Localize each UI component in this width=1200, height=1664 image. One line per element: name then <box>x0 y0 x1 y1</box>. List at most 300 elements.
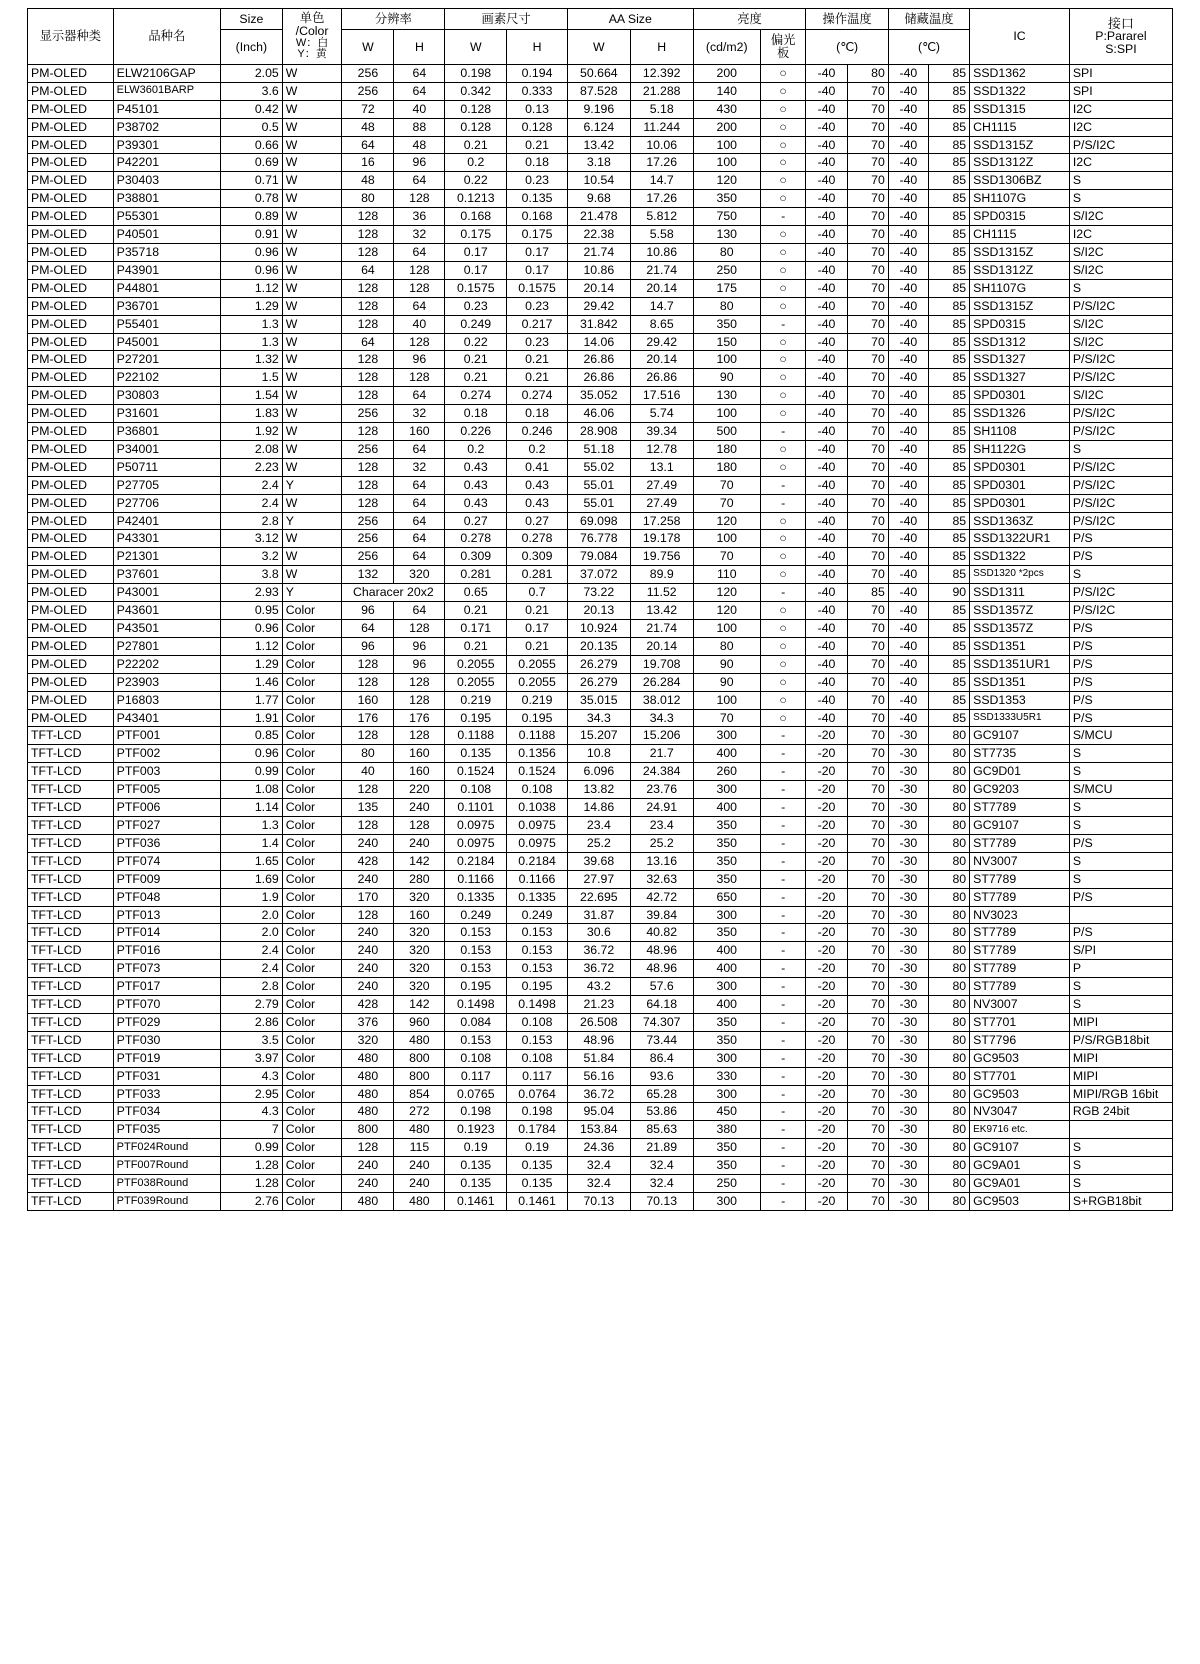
cell-model: P36801 <box>113 423 220 441</box>
cell-interface <box>1069 906 1172 924</box>
cell-kind: PM-OLED <box>28 530 114 548</box>
cell-pix-w: 0.1213 <box>445 190 507 208</box>
cell-model: PTF014 <box>113 924 220 942</box>
cell-op-temp-high: 70 <box>847 620 888 638</box>
col-header-resolution: 分辨率 <box>342 9 445 30</box>
cell-pix-h: 0.1356 <box>507 745 568 763</box>
cell-color: W <box>282 208 342 226</box>
cell-aa-w: 26.279 <box>567 673 630 691</box>
cell-aa-w: 76.778 <box>567 530 630 548</box>
cell-st-temp-high: 85 <box>928 566 969 584</box>
cell-polarizer: ○ <box>760 691 806 709</box>
cell-st-temp-low: -40 <box>888 512 928 530</box>
cell-polarizer: ○ <box>760 82 806 100</box>
cell-res-h: 96 <box>394 637 445 655</box>
cell-aa-h: 64.18 <box>630 996 693 1014</box>
cell-polarizer: - <box>760 799 806 817</box>
cell-aa-w: 23.4 <box>567 816 630 834</box>
table-row <box>28 709 1173 727</box>
cell-aa-h: 40.82 <box>630 924 693 942</box>
cell-interface <box>1069 1121 1172 1139</box>
cell-polarizer: ○ <box>760 709 806 727</box>
cell-size: 1.77 <box>220 691 282 709</box>
cell-interface: S <box>1069 763 1172 781</box>
cell-op-temp-high: 70 <box>847 637 888 655</box>
cell-op-temp-low: -20 <box>806 1139 847 1157</box>
cell-pix-h: 0.246 <box>507 423 568 441</box>
cell-aa-w: 34.3 <box>567 709 630 727</box>
cell-interface: P/S/I2C <box>1069 458 1172 476</box>
cell-op-temp-low: -20 <box>806 888 847 906</box>
cell-model: P45101 <box>113 100 220 118</box>
cell-res-h: 176 <box>394 709 445 727</box>
cell-st-temp-low: -40 <box>888 423 928 441</box>
cell-interface: P/S <box>1069 673 1172 691</box>
cell-aa-w: 21.478 <box>567 208 630 226</box>
cell-res-h: 128 <box>394 816 445 834</box>
cell-polarizer: - <box>760 1175 806 1193</box>
cell-interface: P/S/I2C <box>1069 369 1172 387</box>
cell-aa-w: 35.015 <box>567 691 630 709</box>
cell-pix-h: 0.153 <box>507 924 568 942</box>
cell-st-temp-high: 80 <box>928 1193 969 1211</box>
cell-st-temp-low: -40 <box>888 64 928 82</box>
cell-size: 1.46 <box>220 673 282 691</box>
cell-model: PTF074 <box>113 852 220 870</box>
cell-polarizer: ○ <box>760 100 806 118</box>
cell-polarizer: ○ <box>760 136 806 154</box>
cell-aa-h: 21.89 <box>630 1139 693 1157</box>
cell-res-h: 142 <box>394 996 445 1014</box>
cell-pix-h: 0.2 <box>507 440 568 458</box>
cell-res-h: 64 <box>394 512 445 530</box>
cell-st-temp-high: 80 <box>928 1049 969 1067</box>
cell-brightness: 100 <box>693 136 760 154</box>
cell-pix-h: 0.175 <box>507 226 568 244</box>
cell-size: 1.29 <box>220 297 282 315</box>
cell-model: P21301 <box>113 548 220 566</box>
cell-res-h: 115 <box>394 1139 445 1157</box>
cell-op-temp-high: 70 <box>847 405 888 423</box>
cell-st-temp-low: -30 <box>888 1139 928 1157</box>
cell-pix-h: 0.23 <box>507 333 568 351</box>
cell-op-temp-low: -20 <box>806 745 847 763</box>
cell-aa-h: 5.18 <box>630 100 693 118</box>
cell-op-temp-low: -40 <box>806 548 847 566</box>
cell-brightness: 400 <box>693 960 760 978</box>
cell-res-h: 64 <box>394 64 445 82</box>
cell-aa-h: 21.74 <box>630 620 693 638</box>
cell-kind: TFT-LCD <box>28 996 114 1014</box>
cell-color: W <box>282 315 342 333</box>
cell-polarizer: - <box>760 1013 806 1031</box>
cell-aa-h: 5.58 <box>630 226 693 244</box>
cell-kind: TFT-LCD <box>28 1193 114 1211</box>
cell-res-w: 128 <box>342 673 394 691</box>
cell-interface: S <box>1069 978 1172 996</box>
table-row <box>28 64 1173 82</box>
cell-res-h: 480 <box>394 1193 445 1211</box>
cell-st-temp-high: 85 <box>928 226 969 244</box>
cell-size: 0.78 <box>220 190 282 208</box>
cell-aa-h: 19.756 <box>630 548 693 566</box>
cell-st-temp-high: 85 <box>928 458 969 476</box>
cell-pix-w: 0.168 <box>445 208 507 226</box>
cell-color: W <box>282 440 342 458</box>
cell-ic: GC9503 <box>970 1193 1070 1211</box>
cell-res-w: 128 <box>342 1139 394 1157</box>
cell-brightness: 70 <box>693 494 760 512</box>
cell-size: 3.97 <box>220 1049 282 1067</box>
cell-polarizer: - <box>760 494 806 512</box>
cell-kind: PM-OLED <box>28 512 114 530</box>
cell-ic: SSD1312 <box>970 333 1070 351</box>
cell-brightness: 400 <box>693 996 760 1014</box>
cell-size: 3.5 <box>220 1031 282 1049</box>
cell-aa-h: 10.86 <box>630 243 693 261</box>
col-header-polarizer-line1: 偏光 <box>770 33 796 48</box>
cell-res-w: 128 <box>342 727 394 745</box>
cell-res-h: 128 <box>394 673 445 691</box>
table-row <box>28 530 1173 548</box>
cell-res-w: 128 <box>342 494 394 512</box>
cell-size: 1.54 <box>220 387 282 405</box>
cell-pix-h: 0.194 <box>507 64 568 82</box>
cell-model: PTF017 <box>113 978 220 996</box>
cell-op-temp-high: 70 <box>847 709 888 727</box>
cell-op-temp-low: -20 <box>806 834 847 852</box>
cell-op-temp-high: 70 <box>847 1031 888 1049</box>
cell-op-temp-low: -20 <box>806 781 847 799</box>
cell-op-temp-high: 70 <box>847 655 888 673</box>
cell-size: 0.99 <box>220 763 282 781</box>
cell-ic: SSD1311 <box>970 584 1070 602</box>
cell-aa-w: 31.842 <box>567 315 630 333</box>
cell-op-temp-high: 70 <box>847 1085 888 1103</box>
table-row <box>28 691 1173 709</box>
cell-brightness: 130 <box>693 226 760 244</box>
cell-brightness: 250 <box>693 261 760 279</box>
cell-ic: CH1115 <box>970 118 1070 136</box>
cell-aa-w: 9.196 <box>567 100 630 118</box>
cell-st-temp-high: 80 <box>928 1175 969 1193</box>
cell-pix-w: 0.1461 <box>445 1193 507 1211</box>
cell-res-w: 128 <box>342 369 394 387</box>
cell-polarizer: ○ <box>760 548 806 566</box>
table-row <box>28 1175 1173 1193</box>
cell-ic: GC9203 <box>970 781 1070 799</box>
cell-pix-h: 0.18 <box>507 154 568 172</box>
cell-ic: SPD0315 <box>970 208 1070 226</box>
cell-kind: TFT-LCD <box>28 1085 114 1103</box>
cell-interface: P/S <box>1069 924 1172 942</box>
cell-kind: PM-OLED <box>28 100 114 118</box>
cell-interface: P/S/I2C <box>1069 136 1172 154</box>
cell-polarizer: ○ <box>760 655 806 673</box>
cell-kind: PM-OLED <box>28 709 114 727</box>
col-header-res-h: H <box>394 30 445 65</box>
cell-op-temp-low: -40 <box>806 440 847 458</box>
cell-st-temp-high: 85 <box>928 530 969 548</box>
cell-interface: S <box>1069 190 1172 208</box>
cell-res-w: 240 <box>342 924 394 942</box>
cell-pix-h: 0.168 <box>507 208 568 226</box>
cell-st-temp-high: 80 <box>928 1157 969 1175</box>
cell-op-temp-high: 70 <box>847 440 888 458</box>
cell-color: Y <box>282 512 342 530</box>
cell-interface: P/S/I2C <box>1069 494 1172 512</box>
cell-aa-w: 36.72 <box>567 942 630 960</box>
cell-interface: P/S/I2C <box>1069 297 1172 315</box>
table-row <box>28 996 1173 1014</box>
cell-interface: P/S/I2C <box>1069 476 1172 494</box>
cell-pix-h: 0.281 <box>507 566 568 584</box>
cell-res-w: 128 <box>342 387 394 405</box>
cell-brightness: 150 <box>693 333 760 351</box>
cell-polarizer: - <box>760 870 806 888</box>
cell-model: PTF024Round <box>113 1139 220 1157</box>
col-header-color-line1: 单色 <box>299 11 325 25</box>
col-header-polarizer <box>760 30 806 65</box>
cell-op-temp-high: 70 <box>847 494 888 512</box>
cell-pix-w: 0.65 <box>445 584 507 602</box>
cell-pix-w: 0.281 <box>445 566 507 584</box>
cell-st-temp-high: 85 <box>928 548 969 566</box>
cell-ic: SSD1322UR1 <box>970 530 1070 548</box>
table-row <box>28 82 1173 100</box>
cell-polarizer: ○ <box>760 530 806 548</box>
cell-brightness: 180 <box>693 458 760 476</box>
cell-polarizer: - <box>760 745 806 763</box>
cell-aa-w: 55.01 <box>567 494 630 512</box>
cell-aa-w: 37.072 <box>567 566 630 584</box>
cell-model: P30403 <box>113 172 220 190</box>
cell-op-temp-low: -40 <box>806 136 847 154</box>
cell-op-temp-low: -20 <box>806 924 847 942</box>
cell-ic: SSD1351 <box>970 637 1070 655</box>
cell-interface: SPI <box>1069 82 1172 100</box>
cell-color: Color <box>282 852 342 870</box>
cell-ic: SH1122G <box>970 440 1070 458</box>
cell-brightness: 300 <box>693 1049 760 1067</box>
cell-aa-h: 34.3 <box>630 709 693 727</box>
cell-size: 1.12 <box>220 279 282 297</box>
table-row <box>28 924 1173 942</box>
cell-res-w: 16 <box>342 154 394 172</box>
cell-ic: ST7789 <box>970 888 1070 906</box>
col-header-interface-title: 接口 <box>1107 15 1134 31</box>
cell-pix-h: 0.43 <box>507 494 568 512</box>
cell-op-temp-high: 70 <box>847 458 888 476</box>
cell-size: 3.12 <box>220 530 282 548</box>
cell-color: W <box>282 351 342 369</box>
col-header-interface <box>1069 9 1172 65</box>
cell-ic: ST7789 <box>970 978 1070 996</box>
cell-model: P43501 <box>113 620 220 638</box>
cell-st-temp-low: -30 <box>888 763 928 781</box>
cell-res-w: 128 <box>342 351 394 369</box>
cell-kind: PM-OLED <box>28 190 114 208</box>
cell-aa-h: 19.178 <box>630 530 693 548</box>
cell-size: 1.9 <box>220 888 282 906</box>
cell-st-temp-low: -40 <box>888 333 928 351</box>
cell-polarizer: - <box>760 1067 806 1085</box>
cell-pix-w: 0.219 <box>445 691 507 709</box>
cell-st-temp-low: -40 <box>888 440 928 458</box>
cell-st-temp-low: -40 <box>888 351 928 369</box>
cell-kind: PM-OLED <box>28 243 114 261</box>
cell-res-w: 128 <box>342 279 394 297</box>
cell-polarizer: ○ <box>760 64 806 82</box>
cell-kind: TFT-LCD <box>28 960 114 978</box>
cell-color: Color <box>282 727 342 745</box>
cell-brightness: 130 <box>693 387 760 405</box>
cell-aa-w: 3.18 <box>567 154 630 172</box>
cell-kind: PM-OLED <box>28 261 114 279</box>
cell-polarizer: - <box>760 852 806 870</box>
cell-res-w: 96 <box>342 602 394 620</box>
cell-res-h: 220 <box>394 781 445 799</box>
cell-st-temp-low: -40 <box>888 118 928 136</box>
cell-aa-h: 13.16 <box>630 852 693 870</box>
cell-pix-w: 0.249 <box>445 906 507 924</box>
cell-pix-w: 0.0765 <box>445 1085 507 1103</box>
cell-size: 2.4 <box>220 960 282 978</box>
table-row <box>28 620 1173 638</box>
cell-op-temp-low: -20 <box>806 1157 847 1175</box>
cell-res-h: 320 <box>394 942 445 960</box>
cell-model: PTF006 <box>113 799 220 817</box>
table-row <box>28 315 1173 333</box>
cell-res-w: 256 <box>342 440 394 458</box>
cell-size: 0.96 <box>220 745 282 763</box>
cell-ic: SSD1315Z <box>970 243 1070 261</box>
cell-model: PTF031 <box>113 1067 220 1085</box>
cell-st-temp-high: 85 <box>928 208 969 226</box>
cell-pix-h: 0.13 <box>507 100 568 118</box>
cell-color: Color <box>282 637 342 655</box>
table-row <box>28 1121 1173 1139</box>
cell-pix-w: 0.249 <box>445 315 507 333</box>
table-row <box>28 781 1173 799</box>
col-header-brightness-unit: (cd/m2) <box>693 30 760 65</box>
cell-aa-w: 48.96 <box>567 1031 630 1049</box>
cell-model: PTF016 <box>113 942 220 960</box>
cell-polarizer: - <box>760 1157 806 1175</box>
cell-brightness: 350 <box>693 315 760 333</box>
cell-color: Color <box>282 745 342 763</box>
cell-brightness: 90 <box>693 369 760 387</box>
col-header-aa-w: W <box>567 30 630 65</box>
cell-size: 2.05 <box>220 64 282 82</box>
cell-pix-h: 0.7 <box>507 584 568 602</box>
cell-polarizer: ○ <box>760 190 806 208</box>
cell-polarizer: - <box>760 816 806 834</box>
cell-op-temp-low: -40 <box>806 64 847 82</box>
cell-pix-w: 0.1923 <box>445 1121 507 1139</box>
cell-st-temp-low: -40 <box>888 369 928 387</box>
cell-st-temp-high: 85 <box>928 440 969 458</box>
cell-color: W <box>282 172 342 190</box>
cell-interface: P/S <box>1069 548 1172 566</box>
cell-aa-h: 14.7 <box>630 172 693 190</box>
cell-res-h: 64 <box>394 440 445 458</box>
cell-st-temp-low: -40 <box>888 100 928 118</box>
cell-color: Color <box>282 942 342 960</box>
cell-res-w: 128 <box>342 423 394 441</box>
cell-size: 0.85 <box>220 727 282 745</box>
cell-pix-w: 0.108 <box>445 781 507 799</box>
cell-brightness: 350 <box>693 870 760 888</box>
cell-polarizer: - <box>760 208 806 226</box>
cell-model: P55301 <box>113 208 220 226</box>
cell-res-h: 320 <box>394 888 445 906</box>
cell-aa-h: 8.65 <box>630 315 693 333</box>
cell-ic: SPD0301 <box>970 476 1070 494</box>
cell-st-temp-high: 85 <box>928 136 969 154</box>
cell-color: W <box>282 405 342 423</box>
cell-op-temp-low: -20 <box>806 1085 847 1103</box>
cell-pix-w: 0.1101 <box>445 799 507 817</box>
cell-res-w: 128 <box>342 243 394 261</box>
cell-ic: SSD1320 *2pcs <box>970 566 1070 584</box>
cell-color: W <box>282 82 342 100</box>
cell-res-w: 64 <box>342 620 394 638</box>
cell-size: 2.0 <box>220 906 282 924</box>
cell-pix-h: 0.21 <box>507 369 568 387</box>
cell-st-temp-low: -30 <box>888 870 928 888</box>
cell-aa-h: 17.26 <box>630 154 693 172</box>
cell-st-temp-high: 85 <box>928 333 969 351</box>
cell-aa-w: 14.86 <box>567 799 630 817</box>
cell-kind: PM-OLED <box>28 315 114 333</box>
cell-interface: P/S <box>1069 691 1172 709</box>
cell-aa-w: 13.42 <box>567 136 630 154</box>
cell-kind: PM-OLED <box>28 369 114 387</box>
cell-pix-h: 0.21 <box>507 602 568 620</box>
cell-res-h: 64 <box>394 476 445 494</box>
cell-brightness: 100 <box>693 351 760 369</box>
cell-op-temp-low: -20 <box>806 1175 847 1193</box>
cell-aa-h: 57.6 <box>630 978 693 996</box>
cell-ic: GC9107 <box>970 816 1070 834</box>
cell-brightness: 450 <box>693 1103 760 1121</box>
cell-pix-h: 0.27 <box>507 512 568 530</box>
col-header-op-temp: 操作温度 <box>806 9 888 30</box>
cell-interface: S/MCU <box>1069 781 1172 799</box>
cell-pix-h: 0.1784 <box>507 1121 568 1139</box>
cell-pix-h: 0.309 <box>507 548 568 566</box>
cell-polarizer: - <box>760 1103 806 1121</box>
cell-size: 0.66 <box>220 136 282 154</box>
cell-pix-h: 0.135 <box>507 1157 568 1175</box>
cell-size: 1.83 <box>220 405 282 423</box>
cell-aa-h: 12.78 <box>630 440 693 458</box>
cell-pix-h: 0.17 <box>507 261 568 279</box>
cell-op-temp-high: 70 <box>847 1175 888 1193</box>
cell-st-temp-low: -40 <box>888 172 928 190</box>
cell-size: 0.89 <box>220 208 282 226</box>
cell-model: P45001 <box>113 333 220 351</box>
cell-st-temp-high: 80 <box>928 1121 969 1139</box>
cell-color: W <box>282 261 342 279</box>
cell-op-temp-high: 70 <box>847 1193 888 1211</box>
cell-ic: SSD1312Z <box>970 154 1070 172</box>
cell-op-temp-low: -20 <box>806 1067 847 1085</box>
table-row <box>28 1031 1173 1049</box>
cell-res-h: 128 <box>394 279 445 297</box>
cell-st-temp-high: 85 <box>928 279 969 297</box>
